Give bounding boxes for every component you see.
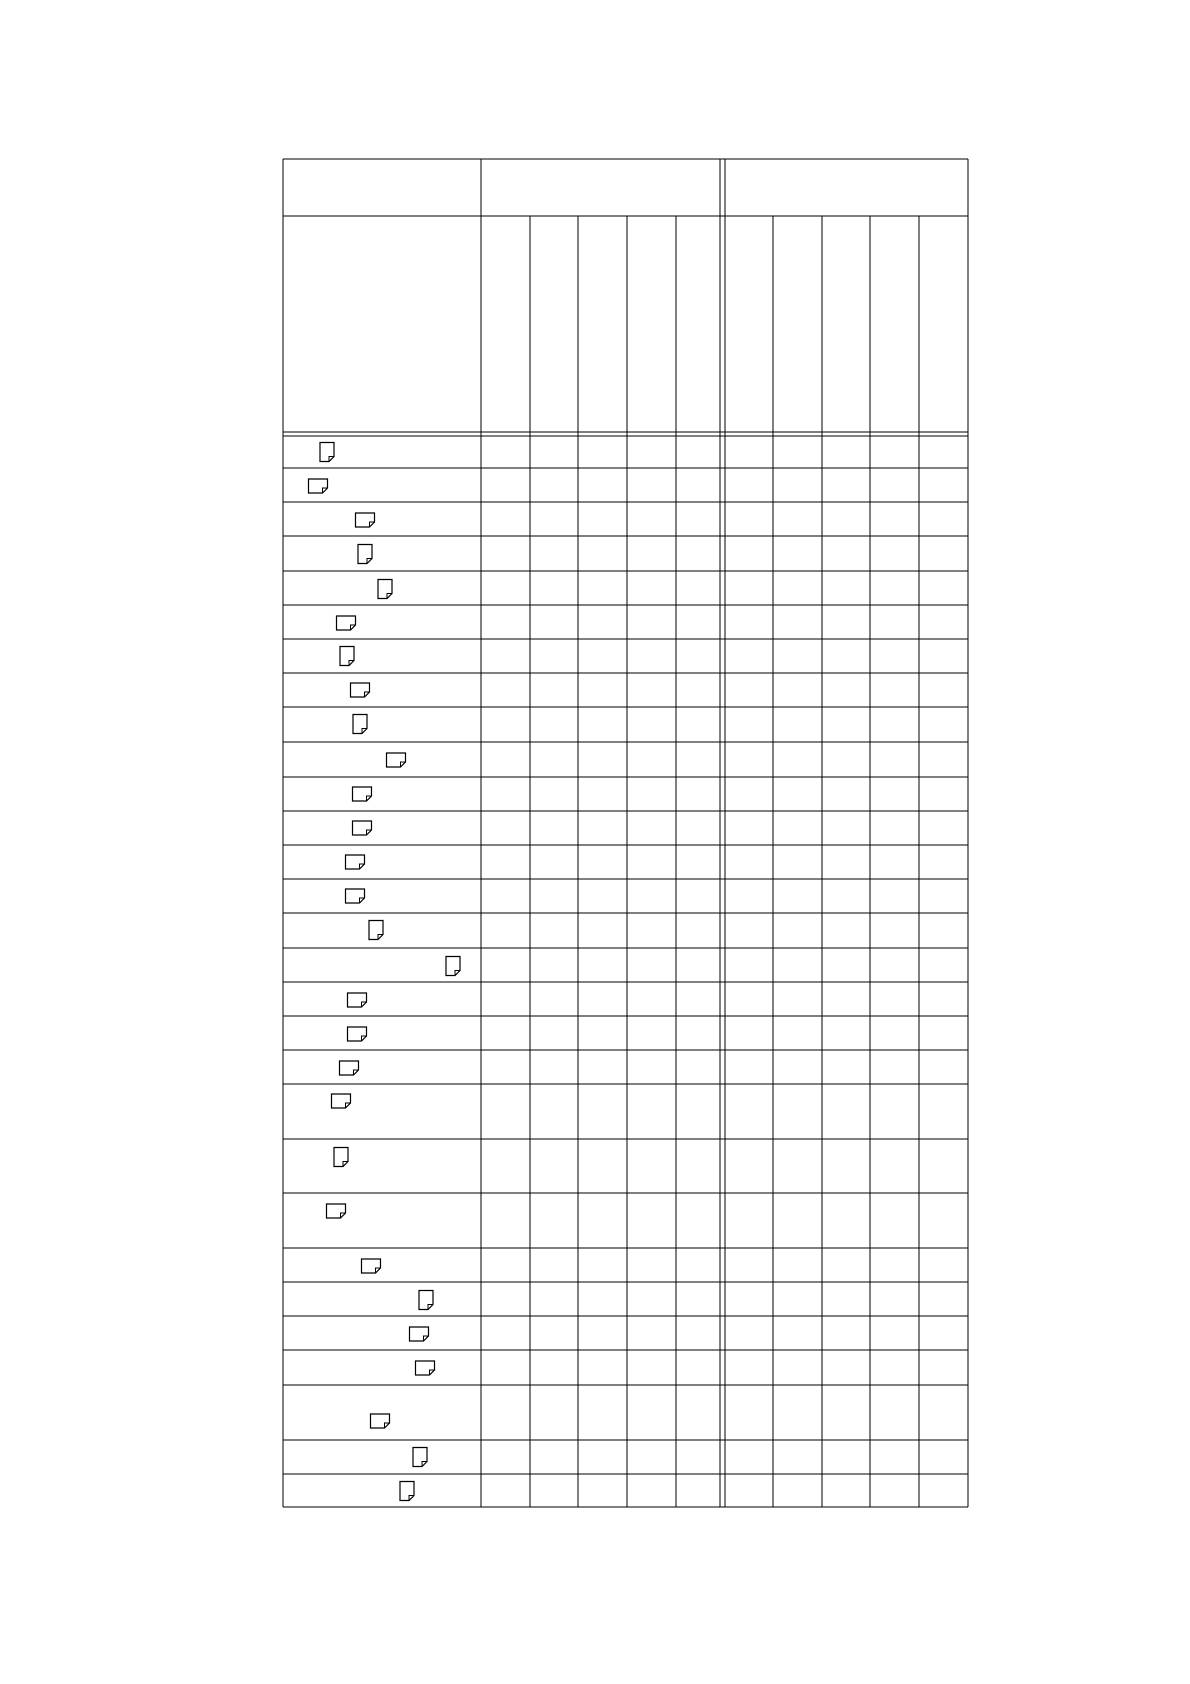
paper-sheet [309, 479, 328, 493]
paper-sheet [371, 1414, 390, 1428]
paper-landscape-icon [356, 513, 375, 527]
paper-landscape-icon [346, 889, 365, 903]
paper-portrait-icon [340, 647, 354, 666]
paper-sheet [340, 1061, 359, 1075]
paper-landscape-icon [332, 1094, 351, 1108]
paper-landscape-icon [371, 1414, 390, 1428]
paper-sheet [369, 921, 383, 940]
paper-landscape-icon [337, 616, 356, 630]
paper-sheet [400, 1482, 414, 1501]
paper-sheet [346, 855, 365, 869]
paper-sheet [346, 889, 365, 903]
paper-sheet [446, 957, 460, 976]
paper-landscape-icon [353, 821, 372, 835]
paper-sheet [378, 580, 392, 599]
paper-portrait-icon [413, 1448, 427, 1467]
paper-sheet [334, 1148, 348, 1167]
table-gridlines [283, 159, 968, 1507]
paper-landscape-icon [309, 479, 328, 493]
paper-sheet [327, 1204, 346, 1218]
paper-landscape-icon [410, 1327, 429, 1341]
paper-sheet [348, 1027, 367, 1041]
paper-sheet [416, 1361, 435, 1375]
paper-sheet [332, 1094, 351, 1108]
paper-portrait-icon [369, 921, 383, 940]
paper-sheet [320, 443, 334, 462]
paper-sheet [362, 1259, 381, 1273]
paper-sheet [419, 1291, 433, 1310]
paper-landscape-icon [416, 1361, 435, 1375]
paper-landscape-icon [346, 855, 365, 869]
paper-portrait-icon [400, 1482, 414, 1501]
paper-sheet [356, 513, 375, 527]
paper-landscape-icon [353, 787, 372, 801]
paper-landscape-icon [387, 753, 406, 767]
paper-sheet [340, 647, 354, 666]
paper-sheet [353, 715, 367, 734]
paper-landscape-icon [348, 993, 367, 1007]
paper-portrait-icon [378, 580, 392, 599]
paper-sheet [358, 545, 372, 564]
paper-sheet [337, 616, 356, 630]
paper-portrait-icon [334, 1148, 348, 1167]
paper-sheet [353, 821, 372, 835]
paper-landscape-icon [340, 1061, 359, 1075]
paper-portrait-icon [446, 957, 460, 976]
paper-portrait-icon [353, 715, 367, 734]
paper-landscape-icon [362, 1259, 381, 1273]
paper-landscape-icon [348, 1027, 367, 1041]
paper-portrait-icon [419, 1291, 433, 1310]
paper-sheet [387, 753, 406, 767]
paper-sheet [353, 787, 372, 801]
paper-portrait-icon [358, 545, 372, 564]
paper-sheet [351, 683, 370, 697]
paper-portrait-icon [320, 443, 334, 462]
paper-sheet [413, 1448, 427, 1467]
paper-landscape-icon [327, 1204, 346, 1218]
paper-sheet [348, 993, 367, 1007]
paper-landscape-icon [351, 683, 370, 697]
paper-sheet [410, 1327, 429, 1341]
paper-orientation-icons [309, 443, 461, 1501]
